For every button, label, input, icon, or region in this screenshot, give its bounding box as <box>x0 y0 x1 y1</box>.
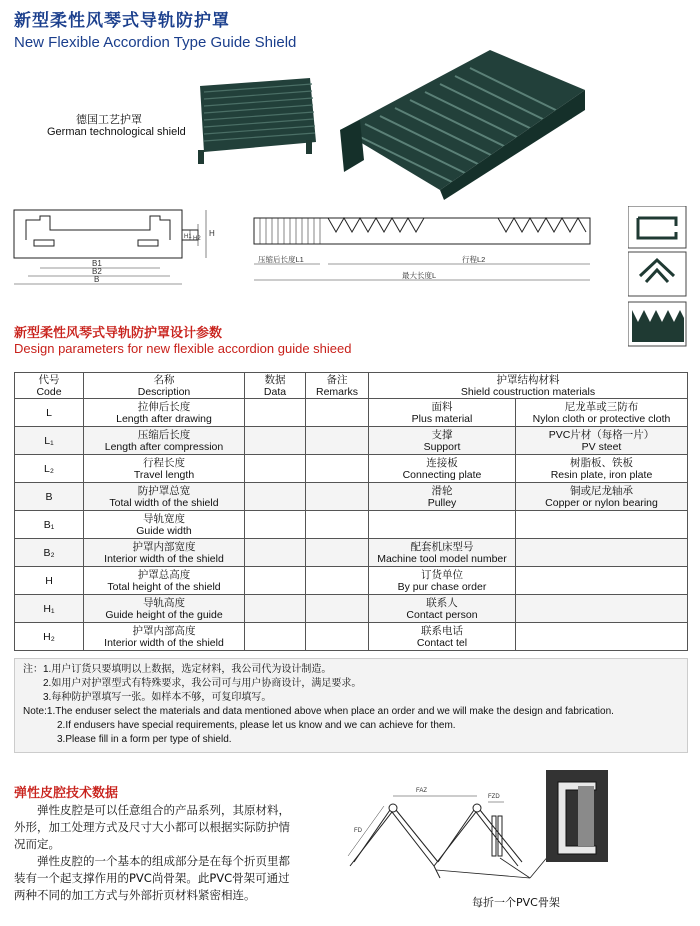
label-max-length: 最大长度L <box>402 271 437 280</box>
table-row <box>15 539 688 567</box>
label-fzd: FZD <box>488 794 500 800</box>
bellows-para-1: 弹性皮腔是可以任意组合的产品系列，其原材料，外形，加工处理方式及尺寸大小都可以根据实际防护情况而定。 <box>14 803 290 851</box>
table-row <box>15 455 688 483</box>
photo-label-en: German technological shield <box>47 126 186 138</box>
cell-description: 导轨宽度 Guide width <box>84 511 245 539</box>
cell-description: 行程长度 Travel length <box>84 455 245 483</box>
dim-h1: H1 <box>184 234 192 240</box>
cell-description: 防护罩总宽 Total width of the shield <box>84 483 245 511</box>
cell-material-value[interactable] <box>516 623 688 651</box>
cell-remarks[interactable] <box>306 399 369 427</box>
dim-b1: B1 <box>92 259 102 268</box>
label-fd: FD <box>354 828 362 834</box>
cell-remarks[interactable] <box>306 483 369 511</box>
cell-code: L <box>15 399 84 427</box>
cell-material-value[interactable] <box>516 595 688 623</box>
cell-data[interactable] <box>245 455 306 483</box>
note-en-1: Note:1.The enduser select the materials and data mentioned above when place an order and we will make the design and fabrication. <box>23 706 614 717</box>
page-title-cn: 新型柔性风琴式导轨防护罩 <box>14 11 230 31</box>
cell-material-value[interactable] <box>516 567 688 595</box>
cell-remarks[interactable] <box>306 623 369 651</box>
cell-data[interactable] <box>245 539 306 567</box>
header-data: 数据 Data <box>245 373 306 399</box>
length-drawing <box>248 212 598 292</box>
cell-material <box>369 511 516 539</box>
cell-material-value: 尼龙革或三防布 Nylon cloth or protective cloth <box>516 399 688 427</box>
dim-b2: B2 <box>92 267 102 276</box>
cell-code: H₂ <box>15 623 84 651</box>
cell-data[interactable] <box>245 511 306 539</box>
cell-code: H <box>15 567 84 595</box>
pvc-frame-label: 每折一个PVC骨架 <box>472 896 560 909</box>
profile-icons <box>628 206 688 350</box>
table-row <box>15 595 688 623</box>
cell-code: H₁ <box>15 595 84 623</box>
header-code: 代号 Code <box>15 373 84 399</box>
cell-data[interactable] <box>245 427 306 455</box>
bellows-text <box>14 802 296 904</box>
cell-description: 护罩总高度 Total height of the shield <box>84 567 245 595</box>
label-faz: FAZ <box>416 788 428 794</box>
cell-remarks[interactable] <box>306 595 369 623</box>
cell-description: 拉伸后长度 Length after drawing <box>84 399 245 427</box>
dim-b: B <box>94 275 100 284</box>
label-travel: 行程L2 <box>462 255 486 264</box>
cell-data[interactable] <box>245 483 306 511</box>
note-cn-2: 2.如用户对护罩型式有特殊要求，我公司可与用户协商设计，满足要求。 <box>43 678 362 689</box>
cross-section-drawing <box>10 206 230 306</box>
table-header-row <box>15 373 688 399</box>
cell-data[interactable] <box>245 399 306 427</box>
cell-remarks[interactable] <box>306 539 369 567</box>
cell-description: 导轨高度 Guide height of the guide <box>84 595 245 623</box>
shield-photo-large <box>340 50 590 200</box>
cell-material: 面料 Plus material <box>369 399 516 427</box>
dim-h: H <box>209 229 215 238</box>
cell-data[interactable] <box>245 623 306 651</box>
note-en-2: 2.If endusers have special requirements, please let us know and we can achieve for them. <box>57 720 456 731</box>
cell-code: B₂ <box>15 539 84 567</box>
cell-material: 联系人 Contact person <box>369 595 516 623</box>
header-description: 名称 Description <box>84 373 245 399</box>
table-row <box>15 399 688 427</box>
table-row <box>15 623 688 651</box>
cell-remarks[interactable] <box>306 455 369 483</box>
cell-remarks[interactable] <box>306 511 369 539</box>
table-row <box>15 483 688 511</box>
cell-description: 护罩内部宽度 Interior width of the shield <box>84 539 245 567</box>
table-row <box>15 427 688 455</box>
shield-photo-small <box>190 72 320 168</box>
cell-data[interactable] <box>245 567 306 595</box>
cell-material-value[interactable] <box>516 539 688 567</box>
table-row <box>15 567 688 595</box>
note-cn-3: 3.每种防护罩填写一张。如样本不够，可复印填写。 <box>43 692 272 703</box>
label-compressed-length: 压缩后长度L1 <box>258 255 304 264</box>
cell-material: 配套机床型号 Machine tool model number <box>369 539 516 567</box>
cell-description: 护罩内部高度 Interior width of the shield <box>84 623 245 651</box>
cell-code: L₂ <box>15 455 84 483</box>
cell-code: B <box>15 483 84 511</box>
notes-box <box>14 658 688 753</box>
cell-data[interactable] <box>245 595 306 623</box>
cell-material-value[interactable] <box>516 511 688 539</box>
cell-material: 滑轮 Pulley <box>369 483 516 511</box>
cell-remarks[interactable] <box>306 567 369 595</box>
params-title-cn: 新型柔性风琴式导轨防护罩设计参数 <box>14 326 223 341</box>
design-parameters-table <box>14 372 688 651</box>
header-remarks: 备注 Remarks <box>306 373 369 399</box>
cell-material: 支撑 Support <box>369 427 516 455</box>
cell-material: 订货单位 By pur chase order <box>369 567 516 595</box>
cell-material: 连接板 Connecting plate <box>369 455 516 483</box>
photo-label-cn: 德国工艺护罩 <box>76 114 142 126</box>
cell-description: 压缩后长度 Length after compression <box>84 427 245 455</box>
page-title-en: New Flexible Accordion Type Guide Shield <box>14 34 297 51</box>
table-row <box>15 511 688 539</box>
note-en-3: 3.Please fill in a form per type of shield. <box>57 734 232 745</box>
cell-code: B₁ <box>15 511 84 539</box>
params-title-en: Design parameters for new flexible accordion guide shieed <box>14 341 352 356</box>
note-cn-1: 注：1.用户订货只要填明以上数据，选定材料，我公司代为设计制造。 <box>23 664 332 675</box>
dim-h2: H2 <box>193 236 201 242</box>
bellows-title: 弹性皮腔技术数据 <box>14 786 119 801</box>
cell-material-value: 铜或尼龙轴承 Copper or nylon bearing <box>516 483 688 511</box>
cell-material-value: 树脂板、铁板 Resin plate, iron plate <box>516 455 688 483</box>
cell-material-value: PVC片材（每格一片） PV steet <box>516 427 688 455</box>
cell-code: L₁ <box>15 427 84 455</box>
cell-remarks[interactable] <box>306 427 369 455</box>
header-materials: 护罩结构材料 Shield coustruction materials <box>369 373 688 399</box>
bellows-diagram <box>330 766 690 894</box>
cell-material: 联系电话 Contact tel <box>369 623 516 651</box>
bellows-para-2: 弹性皮腔的一个基本的组成部分是在每个折页里都装有一个起支撑作用的PVC尚骨架。此PVC骨架可通过两种不同的加工方式与外部折页材料紧密相连。 <box>14 854 290 902</box>
